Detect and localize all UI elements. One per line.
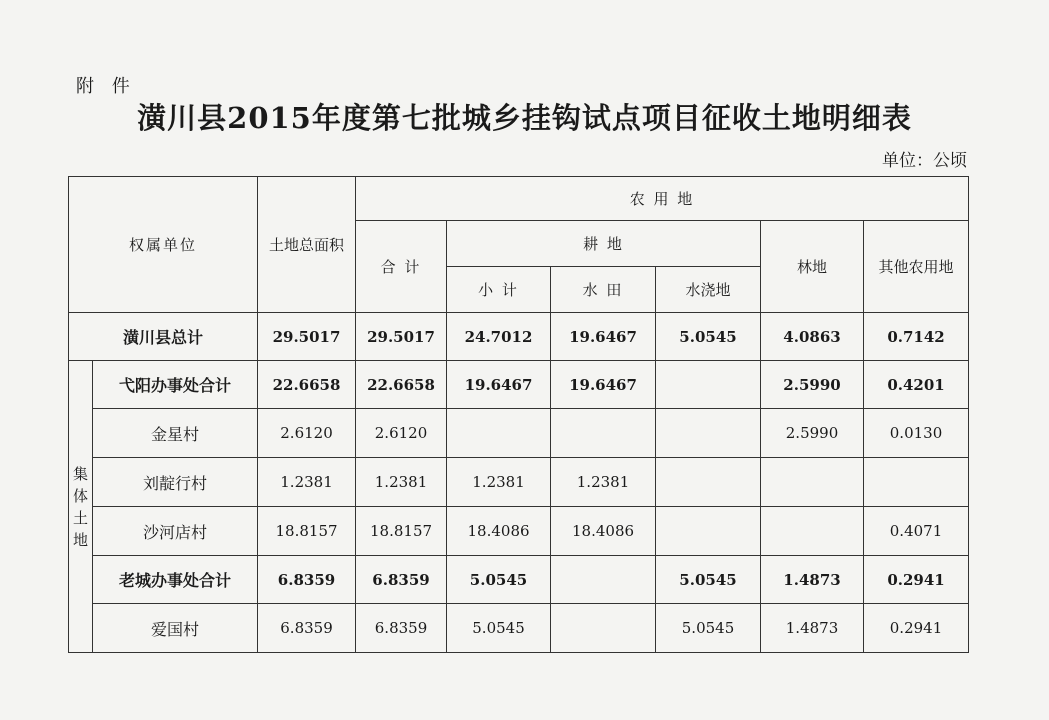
header-paddy: 水 田: [551, 267, 656, 313]
cell-total: 6.8359: [258, 604, 356, 653]
cell-sub: 1.2381: [447, 458, 551, 507]
cell-other: 0.2941: [864, 604, 969, 653]
header-cultivated: 耕 地: [447, 221, 761, 267]
cell-paddy: [551, 409, 656, 458]
cell-irrig: [656, 361, 761, 409]
cell-forest: 2.5990: [761, 409, 864, 458]
side-label-char: 集: [72, 464, 88, 483]
cell-total: 2.6120: [258, 409, 356, 458]
row-name: 爱国村: [93, 604, 258, 653]
unit-label: 单位：公顷: [882, 151, 967, 171]
side-label-char: 土: [72, 508, 88, 527]
row-name: 沙河店村: [93, 507, 258, 556]
row-name: 老城办事处合计: [93, 556, 258, 604]
side-label-char: 地: [72, 530, 88, 549]
cell-forest: 4.0863: [761, 313, 864, 361]
header-farmland: 农 用 地: [356, 177, 969, 221]
cell-irrig: 5.0545: [656, 313, 761, 361]
cell-paddy: 19.6467: [551, 361, 656, 409]
cell-paddy: 19.6467: [551, 313, 656, 361]
cell-other: 0.0130: [864, 409, 969, 458]
cell-other: 0.2941: [864, 556, 969, 604]
cell-paddy: 1.2381: [551, 458, 656, 507]
cell-total: 18.8157: [258, 507, 356, 556]
cell-forest: [761, 458, 864, 507]
cell-forest: 1.4873: [761, 556, 864, 604]
cell-paddy: [551, 556, 656, 604]
cell-sub: 19.6467: [447, 361, 551, 409]
cell-sub: 5.0545: [447, 604, 551, 653]
cell-sum: 6.8359: [356, 604, 447, 653]
cell-irrig: [656, 507, 761, 556]
row-name: 潢川县总计: [69, 313, 258, 361]
cell-irrig: [656, 458, 761, 507]
cell-total: 6.8359: [258, 556, 356, 604]
cell-sum: 18.8157: [356, 507, 447, 556]
cell-other: 0.4201: [864, 361, 969, 409]
cell-total: 22.6658: [258, 361, 356, 409]
cell-irrig: 5.0545: [656, 604, 761, 653]
table-row: [69, 556, 969, 604]
cell-sub: 18.4086: [447, 507, 551, 556]
header-total-area: 土地总面积: [258, 177, 356, 313]
header-subtotal-all: 合 计: [356, 221, 447, 313]
cell-sum: 6.8359: [356, 556, 447, 604]
cell-sum: 29.5017: [356, 313, 447, 361]
header-subtotal: 小 计: [447, 267, 551, 313]
cell-other: [864, 458, 969, 507]
cell-sub: 5.0545: [447, 556, 551, 604]
row-name: 弋阳办事处合计: [93, 361, 258, 409]
cell-forest: [761, 507, 864, 556]
row-name: 金星村: [93, 409, 258, 458]
table-row: [69, 313, 969, 361]
cell-irrig: 5.0545: [656, 556, 761, 604]
table-row: [69, 458, 969, 507]
cell-total: 29.5017: [258, 313, 356, 361]
table-row: [69, 361, 969, 409]
cell-other: 0.7142: [864, 313, 969, 361]
cell-paddy: [551, 604, 656, 653]
header-owner: 权属单位: [69, 177, 258, 313]
side-label-collective-land: [69, 361, 93, 653]
cell-other: 0.4071: [864, 507, 969, 556]
table-row: [69, 409, 969, 458]
attachment-label: 附 件: [76, 76, 136, 97]
cell-sum: 1.2381: [356, 458, 447, 507]
table-row: [69, 507, 969, 556]
header-forest: 林地: [761, 221, 864, 313]
row-name: 刘靛行村: [93, 458, 258, 507]
land-detail-table: [68, 176, 969, 653]
cell-total: 1.2381: [258, 458, 356, 507]
side-label-char: 体: [72, 486, 88, 505]
header-other: 其他农用地: [864, 221, 969, 313]
cell-paddy: 18.4086: [551, 507, 656, 556]
cell-sub: 24.7012: [447, 313, 551, 361]
cell-forest: 2.5990: [761, 361, 864, 409]
cell-forest: 1.4873: [761, 604, 864, 653]
header-irrigated: 水浇地: [656, 267, 761, 313]
document-title: 潢川县2015年度第七批城乡挂钩试点项目征收土地明细表: [137, 101, 912, 135]
cell-sub: [447, 409, 551, 458]
cell-sum: 22.6658: [356, 361, 447, 409]
cell-irrig: [656, 409, 761, 458]
table-row: [69, 604, 969, 653]
cell-sum: 2.6120: [356, 409, 447, 458]
